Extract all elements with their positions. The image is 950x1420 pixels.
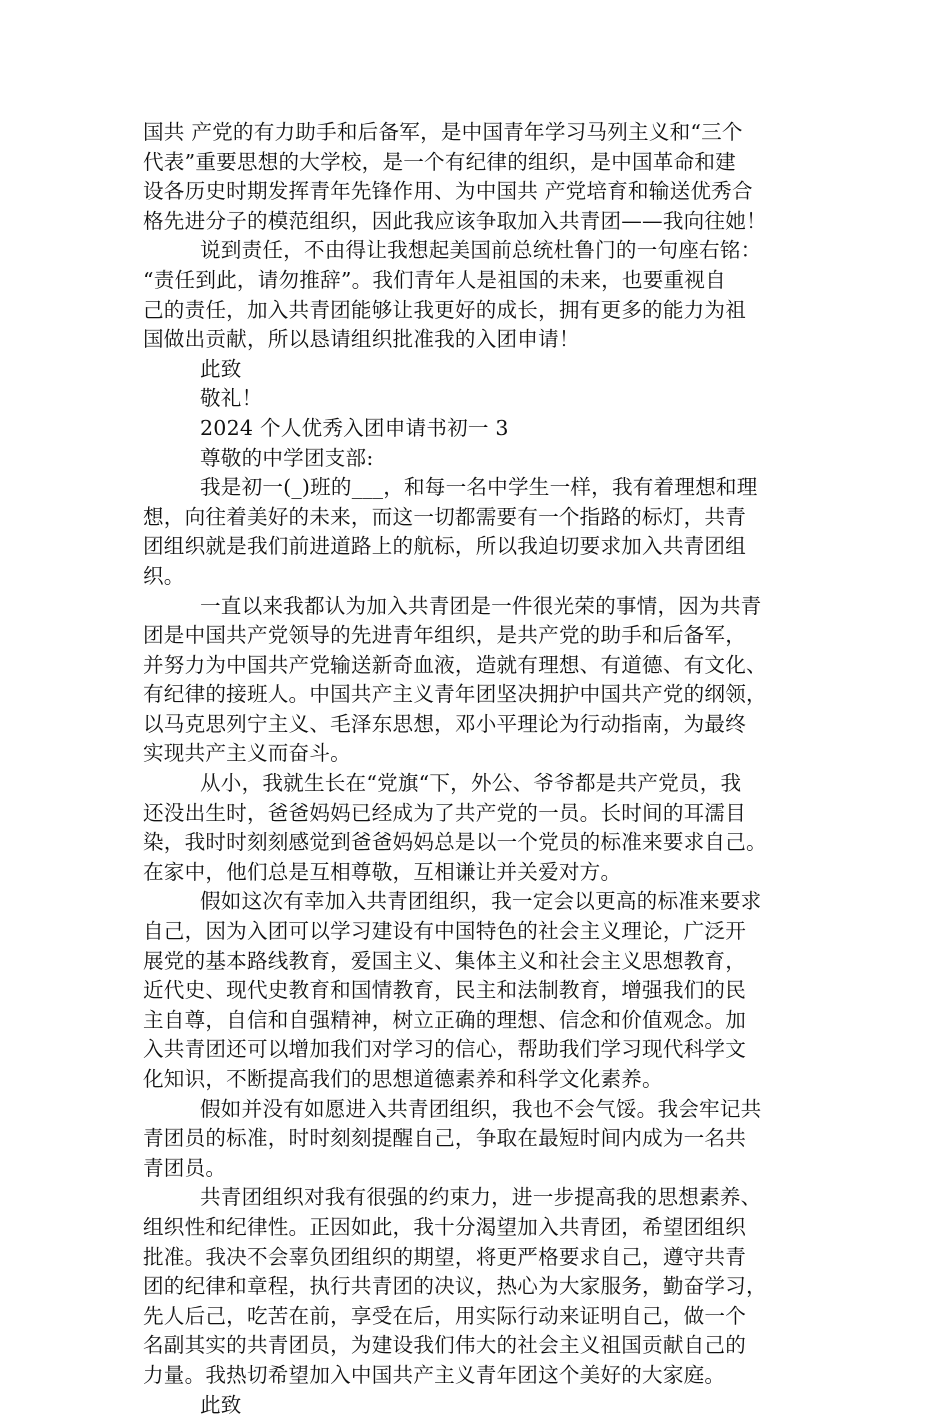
- text-line: 代表”重要思想的大学校，是一个有纪律的组织，是中国革命和建: [143, 149, 736, 174]
- text-line: 织。: [143, 563, 185, 588]
- paragraph-start-line: 假如这次有幸加入共青团组织，我一定会以更高的标准来要求: [200, 889, 762, 914]
- text-line: 先人后己，吃苦在前，享受在后，用实际行动来证明自己，做一个: [143, 1303, 747, 1328]
- text-line: 国共 产党的有力助手和后备军，是中国青年学习马列主义和“三个: [143, 120, 743, 144]
- paragraph-start-line: 我是初一(_)班的___，和每一名中学生一样，我有着理想和理: [200, 475, 758, 500]
- text-line: 国做出贡献，所以恳请组织批准我的入团申请！: [143, 327, 580, 352]
- paragraph-start-line: 共青团组织对我有很强的约束力，进一步提高我的思想素养、: [200, 1185, 762, 1210]
- text-line: 青团员。: [143, 1155, 227, 1180]
- text-line: 批准。我决不会辜负团组织的期望，将更严格要求自己，遵守共青: [143, 1244, 747, 1269]
- text-line: 想，向往着美好的未来，而这一切都需要有一个指路的标灯，共青: [143, 504, 747, 529]
- text-line: 主自尊，自信和自强精神，树立正确的理想、信念和价值观念。加: [143, 1007, 747, 1032]
- text-line: 力量。我热切希望加入中国共产主义青年团这个美好的大家庭。: [143, 1362, 726, 1387]
- text-line: 入共青团还可以增加我们对学习的信心，帮助我们学习现代科学文: [143, 1037, 747, 1062]
- text-line: 格先进分子的模范组织，因此我应该争取加入共青团——我向往她！: [143, 208, 767, 233]
- text-line: 还没出生时，爸爸妈妈已经成为了共产党的一员。长时间的耳濡目: [143, 800, 747, 825]
- text-line: 组织性和纪律性。正因如此，我十分渴望加入共青团，希望团组织: [143, 1214, 747, 1239]
- text-line: 并努力为中国共产党输送新奇血液，造就有理想、有道德、有文化、: [143, 652, 767, 677]
- text-line: 名副其实的共青团员，为建设我们伟大的社会主义祖国贡献自己的: [143, 1333, 747, 1358]
- text-line: 团组织就是我们前进道路上的航标，所以我迫切要求加入共青团组: [143, 534, 747, 559]
- paragraph-start-line: 此致: [200, 1392, 242, 1417]
- text-line: 染，我时时刻刻感觉到爸爸妈妈总是以一个党员的标准来要求自己。: [143, 830, 767, 855]
- paragraph-start-line: 敬礼！: [200, 386, 263, 411]
- text-line: 团的纪律和章程，执行共青团的决议，热心为大家服务，勤奋学习，: [143, 1274, 767, 1299]
- paragraph-start-line: 此致: [200, 356, 242, 381]
- paragraph-start-line: 从小，我就生长在“党旗“下，外公、爷爷都是共产党员，我: [200, 771, 742, 796]
- paragraph-start-line: 说到责任，不由得让我想起美国前总统杜鲁门的一句座右铭：: [200, 238, 762, 263]
- paragraph-start-line: 假如并没有如愿进入共青团组织，我也不会气馁。我会牢记共: [200, 1096, 762, 1121]
- text-line: 设各历史时期发挥青年先锋作用、为中国共 产党培育和输送优秀合: [143, 179, 753, 204]
- text-line: 展党的基本路线教育，爱国主义、集体主义和社会主义思想教育，: [143, 948, 747, 973]
- text-line: 己的责任，加入共青团能够让我更好的成长，拥有更多的能力为祖: [143, 297, 747, 322]
- paragraph-start-line: 一直以来我都认为加入共青团是一件很光荣的事情，因为共青: [200, 593, 762, 618]
- text-line: 青团员的标准，时时刻刻提醒自己，争取在最短时间内成为一名共: [143, 1126, 747, 1151]
- text-line: 近代史、现代史教育和国情教育，民主和法制教育，增强我们的民: [143, 978, 747, 1003]
- document-page: [143, 118, 815, 1420]
- text-line: 自己，因为入团可以学习建设有中国特色的社会主义理论，广泛开: [143, 919, 747, 944]
- text-line: 实现共产主义而奋斗。: [143, 741, 351, 766]
- text-line: 在家中，他们总是互相尊敬，互相谦让并关爱对方。: [143, 859, 622, 884]
- paragraph-start-line: 尊敬的中学团支部:: [200, 445, 374, 470]
- text-line: 有纪律的接班人。中国共产主义青年团坚决拥护中国共产党的纲领，: [143, 682, 767, 707]
- text-line: 以马克思列宁主义、毛泽东思想，邓小平理论为行动指南，为最终: [143, 711, 747, 736]
- paragraph-start-line: 2024 个人优秀入团申请书初一 3: [200, 415, 509, 440]
- text-line: “责任到此，请勿推辞”。我们青年人是祖国的未来，也要重视自: [143, 267, 726, 292]
- text-line: 化知识，不断提高我们的思想道德素养和科学文化素养。: [143, 1067, 663, 1091]
- text-line: 团是中国共产党领导的先进青年组织，是共产党的助手和后备军，: [143, 623, 747, 648]
